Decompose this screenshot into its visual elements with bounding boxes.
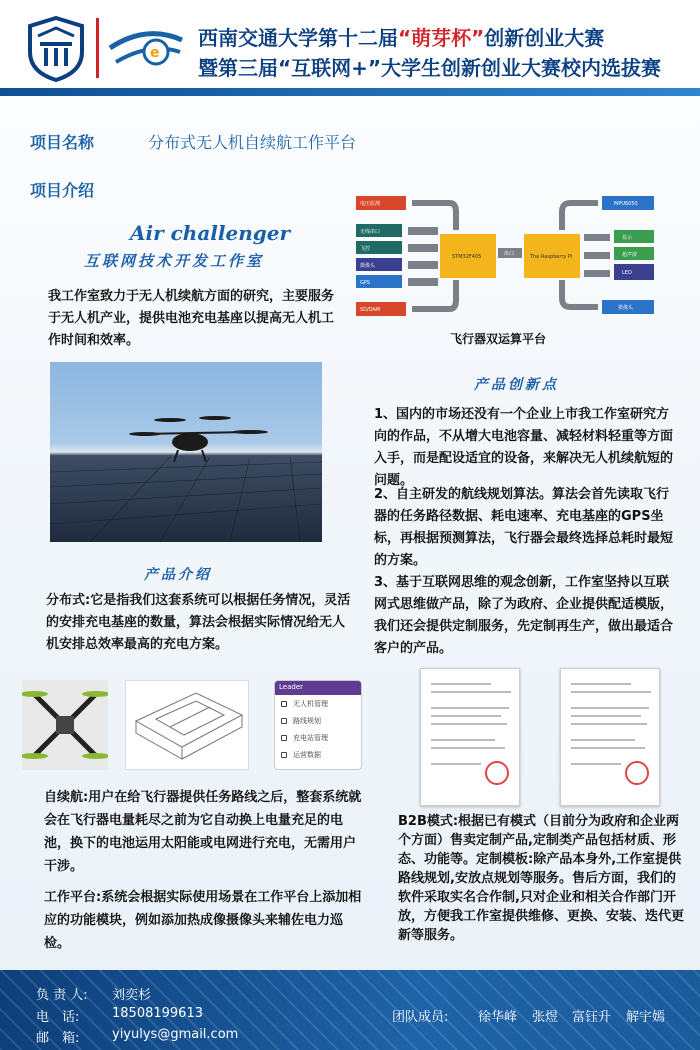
svg-text:GPS: GPS [360,280,371,286]
svg-text:超声波: 超声波 [622,252,638,258]
innovation-point-2: 2、自主研发的航线规划算法。算法会首先读取飞行器的任务路径数据、耗电速率、充电基座的GPS坐标，再根据预测算法，飞行器会最终选择总耗时最短的方案。 [374,487,674,568]
studio-name-en: Air challenger [130,221,290,245]
svg-text:STM32F405: STM32F405 [452,254,482,260]
innovation-point-3: 3、基于互联网思维的观念创新，工作室坚持以互联网式思维做产品，除了为政府、企业提供配适模版，我们还会提供定制服务，先定制再生产，做出最适合客户的产品。 [374,575,674,656]
header-banner [0,0,700,88]
svg-text:The Raspberry Pi: The Raspberry Pi [530,254,573,260]
drone-icon [129,416,268,462]
red-stamp-icon [485,761,509,785]
studio-description: 我工作室致力于无人机续航方面的研究，主要服务于无人机产业，提供电池充电基座以提高无人机工作时间和效率。 [48,289,335,348]
product-intro-text: 分布式:它是指我们这套系统可以根据任务情况，灵活的安排充电基座的数量，算法会根据实际情况给无人机安排总效率最高的充电方案。 [46,593,351,652]
app-menu-item: 无人机管理 [275,695,361,712]
team-member: 解宇嫣 [626,1010,666,1025]
app-menu-item: 充电站管理 [275,729,361,746]
svg-text:SD/DAM: SD/DAM [360,307,381,313]
leader-label: 负 责 人: [36,988,88,1003]
team-member: 徐华峰 [478,1010,518,1025]
university-logo-icon [26,16,86,82]
phone-number: 18508199613 [112,1006,203,1021]
footer-contact-bar [0,970,700,1050]
header-divider [96,18,99,78]
svg-text:摄像头: 摄像头 [360,263,376,269]
diagram-caption: 飞行器双运算平台 [450,332,547,346]
app-menu-item: 路线规划 [275,712,361,729]
project-name-value: 分布式无人机自续航工作平台 [148,133,357,152]
studio-name-cn: 互联网技术开发工作室 [84,252,265,270]
project-intro-label: 项目介绍 [30,181,95,200]
svg-text:e: e [150,45,160,61]
product-intro-heading: 产品介绍 [144,567,212,583]
email-label: 邮 箱: [36,1031,80,1046]
project-name-label: 项目名称 [30,133,95,152]
email-address[interactable]: yiyulys@gmail.com [112,1027,239,1042]
competition-logo-icon [106,22,186,74]
phone-label: 电 话: [36,1010,80,1025]
feature-endurance: 自续航:用户在给飞行器提供任务路线之后，整套系统就会在飞行器电量耗尽之前为它自动换上电量充足的电池，换下的电池运用太阳能或电网进行充电，无需用户干涉。 [44,790,362,874]
app-menu-item: 运营数据 [275,746,361,763]
svg-text:MPU6050: MPU6050 [614,201,638,207]
innovation-point-1: 1、国内的市场还没有一个企业上市我工作室研究方向的作品，不从增大电池容量、减轻材料轻重等方面入手，而是配设适宜的设备，来解决无人机续航短的问题。 [374,407,674,488]
header-title-line1: 西南交通大学第十二届“萌芽杯”创新创业大赛 [198,26,605,50]
certificate-image [420,668,520,806]
header-stripe [0,88,700,96]
svg-text:显示: 显示 [622,235,633,241]
team-member: 富钰升 [572,1010,612,1025]
drone-frame-photo [22,680,108,770]
team-member: 张煜 [532,1010,559,1025]
svg-text:摄像头: 摄像头 [618,305,634,311]
app-screenshot [274,680,362,770]
svg-text:电压监测: 电压监测 [360,201,381,207]
innovation-heading: 产品创新点 [474,377,559,393]
red-stamp-icon [625,761,649,785]
svg-text:飞控: 飞控 [360,246,371,252]
header-title-line2: 暨第三届“互联网+”大学生创新创业大赛校内选拔赛 [198,56,662,80]
app-title: Leader [275,681,361,695]
svg-text:无线串口: 无线串口 [360,229,381,235]
svg-text:LED: LED [622,270,632,276]
certificate-image [560,668,660,806]
feature-platform: 工作平台:系统会根据实际使用场景在工作平台上添加相应的功能模块，例如添加热成像摄像头来辅佐电力巡检。 [44,890,362,951]
charging-base-drawing [125,680,249,770]
svg-text:串口: 串口 [504,251,515,257]
drone-solar-photo [50,362,322,542]
leader-name: 刘奕杉 [112,988,152,1003]
team-label: 团队成员: [392,1010,449,1025]
business-model-text: B2B模式:根据已有模式（目前分为政府和企业两个方面）售卖定制产品,定制类产品包括材质、形态、功能等。定制模板:除产品本身外,工作室提供路线规划,安放点规划等服务。售后方面，我们的软件采取实名合作制,只对企业和相关合作部门开放，方便我工作室提供维修、更换、安装、迭代更新等服务。 [398,814,685,943]
dual-compute-diagram [352,190,672,320]
